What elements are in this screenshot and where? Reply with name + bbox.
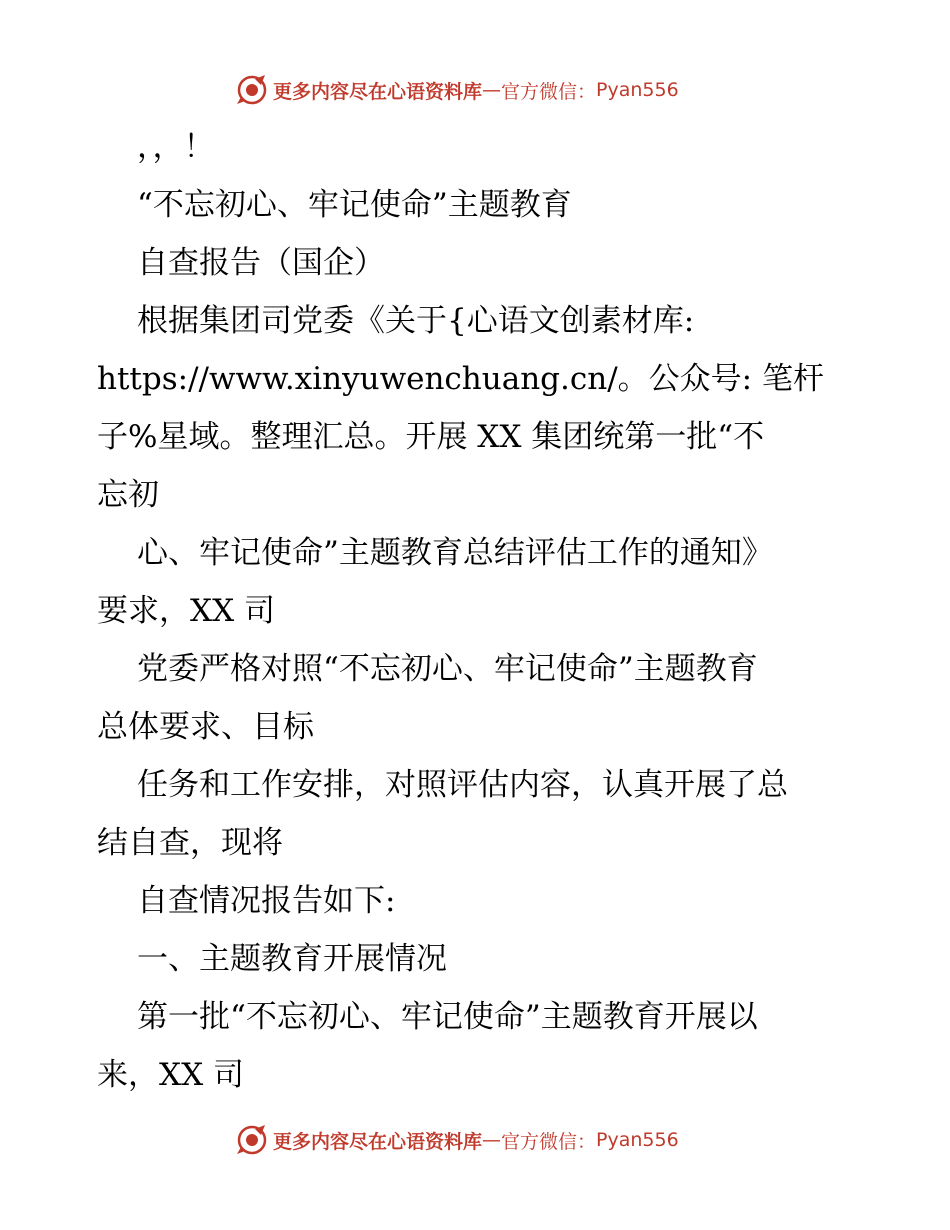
header-watermark bbox=[235, 72, 715, 108]
logo-icon bbox=[235, 73, 269, 107]
banner-account: Pyan556 bbox=[596, 79, 679, 101]
banner-account: Pyan556 bbox=[596, 1129, 679, 1151]
text-line: 要求，XX 司 bbox=[97, 593, 275, 629]
document-title: “不忘初心、牢记使命”主题教育 bbox=[137, 187, 572, 223]
banner-text: 更多内容尽在心语资料库 bbox=[273, 1130, 483, 1153]
text-line: 根据集团司党委《关于{心语文创素材库: bbox=[137, 303, 695, 339]
section-heading: 一、主题教育开展情况 bbox=[137, 941, 447, 977]
text-line: ，，！ bbox=[137, 129, 215, 165]
banner-label: 官方微信： bbox=[501, 80, 597, 103]
text-line: https://www.xinyuwenchuang.cn/。公众号: 笔杆 bbox=[97, 361, 824, 397]
document-body bbox=[97, 118, 857, 1104]
text-line: 自查情况报告如下: bbox=[137, 883, 396, 919]
text-line: 忘初 bbox=[97, 477, 159, 513]
banner-text: 更多内容尽在心语资料库 bbox=[273, 80, 483, 103]
banner-separator: — bbox=[482, 1129, 502, 1151]
text-line: 心、牢记使命”主题教育总结评估工作的通知》 bbox=[137, 535, 773, 571]
text-line: 第一批“不忘初心、牢记使命”主题教育开展以 bbox=[137, 999, 758, 1035]
text-line: 结自查，现将 bbox=[97, 825, 283, 861]
document-subtitle: 自查报告（国企） bbox=[137, 245, 385, 281]
text-line: 子%星域。整理汇总。开展 XX 集团统第一批“不 bbox=[97, 419, 765, 455]
banner-separator: — bbox=[482, 79, 502, 101]
logo-icon bbox=[235, 1123, 269, 1157]
text-line: 党委严格对照“不忘初心、牢记使命”主题教育 bbox=[137, 651, 758, 687]
text-line: 总体要求、目标 bbox=[97, 709, 314, 745]
text-line: 任务和工作安排，对照评估内容，认真开展了总 bbox=[137, 767, 788, 803]
banner-label: 官方微信： bbox=[501, 1130, 597, 1153]
footer-watermark bbox=[235, 1122, 715, 1158]
text-line: 来，XX 司 bbox=[97, 1057, 244, 1093]
